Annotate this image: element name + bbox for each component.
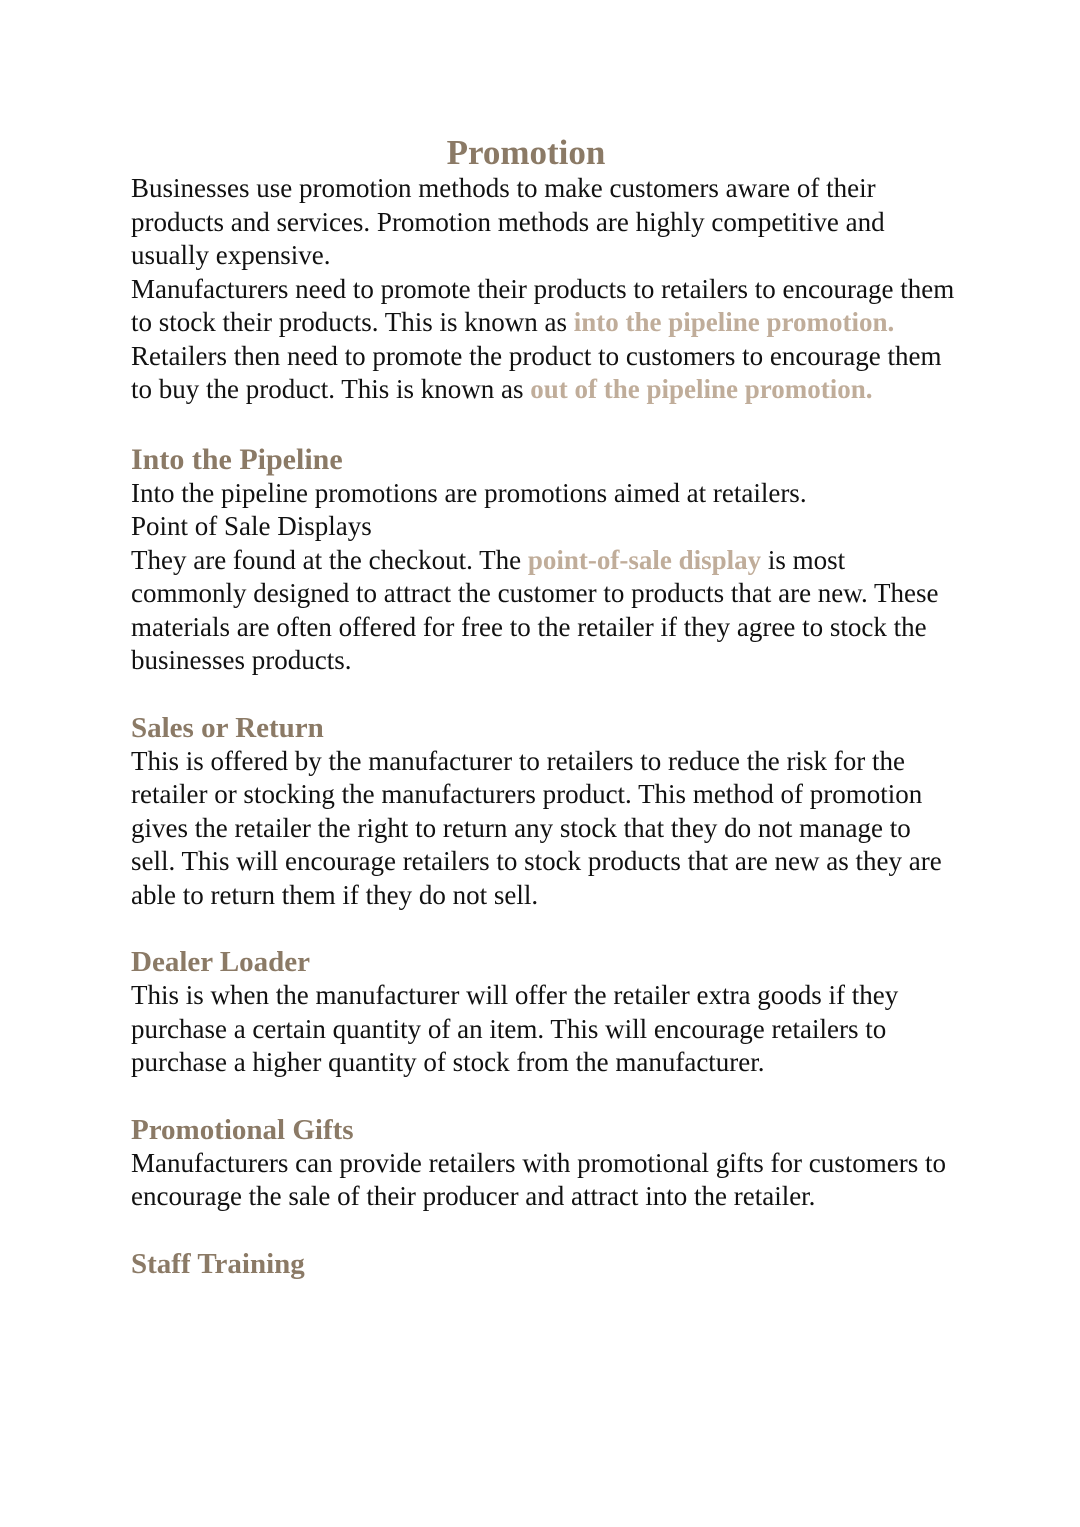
out-of-pipeline-term: out of the pipeline promotion. [530,374,873,404]
point-of-sale-text-after: is most commonly designed to attract the customer to products that are new. These materials are often offered for free to the retailer if they agree to stock the businesses products. [131,544,939,675]
page-title: Promotion [446,133,606,172]
section-heading-promotional-gifts: Promotional Gifts [131,1113,354,1146]
point-of-sale-text-before: They are found at the checkout. The [131,544,528,575]
dealer-loader-paragraph: This is when the manufacturer will offer the retailer extra goods if they purchase a certain quantity of an item. This will encourage retailers to purchase a higher quantity of stock from the manufacturer. [131,980,899,1077]
point-of-sale-term: point-of-sale display [527,544,762,575]
into-pipeline-term: into the pipeline promotion. [573,307,895,337]
into-pipeline-paragraph-1: Into the pipeline promotions are promotions aimed at retailers. [131,477,807,508]
section-heading-dealer-loader: Dealer Loader [131,946,311,978]
point-of-sale-subheading: Point of Sale Displays [131,511,372,541]
section-spacer [131,407,961,443]
intro-paragraph-2-text: Manufacturers need to promote their products to retailers to encourage them to stock their products. This is known as [131,273,955,337]
section-spacer [131,1214,961,1247]
section-heading-into-pipeline: Into the Pipeline [131,442,343,476]
promotional-gifts-paragraph: Manufacturers can provide retailers with promotional gifts for customers to encourage the sale of their producer and attract into the retailer. [131,1147,947,1211]
sales-or-return-paragraph: This is offered by the manufacturer to retailers to reduce the risk for the retailer or stocking the manufacturers product. This method of promotion gives the retailer the right to return any stock that they do not manage to sell. This will encourage retailers to stock products that are new as they are able to return them if they do not sell. [131,745,942,910]
section-spacer [131,1080,961,1113]
section-heading-staff-training: Staff Training [131,1247,305,1280]
intro-paragraph-3 [131,340,961,407]
intro-paragraph-2 [131,273,961,340]
section-spacer [131,912,961,945]
section-spacer [131,678,961,711]
document-page [131,134,961,1281]
intro-paragraph-3-text: Retailers then need to promote the product to customers to encourage them to buy the product. This is known as [131,340,942,404]
point-of-sale-paragraph [131,544,961,678]
section-heading-sales-or-return: Sales or Return [131,711,324,744]
intro-paragraph-1: Businesses use promotion methods to make customers aware of their products and services. Promotion methods are highly competitive and usually expensive. [131,173,885,270]
